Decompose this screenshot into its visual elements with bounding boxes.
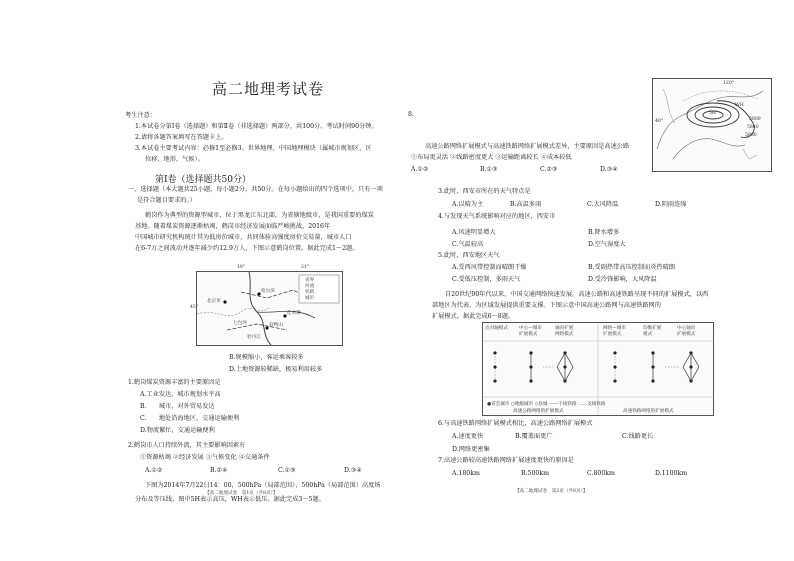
- q8-label: 8.: [408, 111, 414, 118]
- notice-line-1: 1.本试卷分第Ⅰ卷（选择题）和第Ⅱ卷（非选择题）两部分，共100分。考试时间90分钟。: [135, 123, 378, 130]
- q7-option-d: D.1100km: [655, 470, 688, 477]
- map1-place-1: 北京市: [207, 299, 221, 304]
- map-heilongjiang-svg: [197, 272, 342, 345]
- part1-intro-1: 一、选择题（本大题共25小题，每小题2分，共50分。在每小题给出的四个选项中，只有一项: [128, 186, 383, 193]
- map2-label-wh: WH: [735, 103, 744, 108]
- q8-option-c: C.②③: [540, 166, 558, 173]
- diagram-label-highway: 高速公路网络的扩展模式: [513, 409, 564, 414]
- q6-stem: 6.与高速铁路网络扩展模式相比，高速公路网络扩展模式: [438, 420, 593, 427]
- passage1-line-2: 基地。随着煤炭资源逐渐枯竭，鹤岗市经济发展面临严峻挑战，2016年: [135, 223, 331, 230]
- q4-option-d: D.空气湿度大: [588, 241, 626, 248]
- map1-place-6: 牡丹江: [247, 335, 261, 340]
- notice-line-2: 2.请将各题答案填写在答题卡上。: [135, 134, 228, 141]
- q3-option-d: D.阴雨连绵: [655, 201, 687, 208]
- q8-sub: ①布局更灵活 ②线路密度更大 ③运输距离较长 ④成本较低: [411, 154, 572, 161]
- q2-sub: ①资源枯竭 ②经济发展 ③气候变化 ④交通条件: [140, 454, 270, 461]
- q4-stem: 4.与发现天气系统影响对应的地区，西安市: [438, 213, 556, 220]
- q8-option-d: D.③④: [600, 166, 618, 173]
- q8-text: 高速公路网络扩展模式与高速铁路网络扩展模式差异，主要原因是高速公路: [425, 143, 630, 150]
- diagram-header-2: 中心—城市 扩展模式: [519, 326, 542, 337]
- q4-option-b: B.降水增多: [588, 229, 620, 236]
- diagram-label-railway: 高速铁路网络的扩展模式: [623, 409, 674, 414]
- passage2-line-2: 分布及等压线，图中5H表示高压，WH表示低压。据此完成3～5题。: [135, 496, 325, 503]
- q1-option-b: B. 城市，对外贸易发达: [140, 403, 215, 410]
- diagram-header-1: 点对轴模式: [485, 326, 508, 331]
- map1-legend-1: 省界: [305, 278, 315, 283]
- passage3-line-3: 扩展模式。据此完成6～8题。: [432, 313, 515, 320]
- q5-option-d: D.受冷锋影响，大风降温: [588, 276, 657, 283]
- diagram-legend: ●省会城市 ○地级城市 ◇县城 ——干线铁路 ……支线铁路: [487, 402, 606, 407]
- q-right-opt-d: D.土地资源较稀缺，极易利用较多: [229, 366, 323, 373]
- notice-line-3: 3.本试卷主要考试内容：必修1至必修3、世界地理、中国地理模块（属城市规划区、区: [135, 145, 372, 152]
- q2-option-b: B.②④: [210, 467, 228, 474]
- diagram-header-4: 网络—城市 扩展模式: [603, 326, 626, 337]
- q6-option-c: C.线路更长: [622, 433, 654, 440]
- map1-place-2: 哈尔滨: [261, 289, 275, 294]
- passage3-line-1: 自20世纪90年代以来，中国交通网络快速发展。高速公路和高速铁路呈现不同的扩展模式，以西: [445, 291, 709, 298]
- q8-option-a: A.①②: [411, 166, 429, 173]
- diagram-header-5: 均衡扩展 模式: [643, 326, 662, 337]
- network-expansion-diagram: [482, 322, 714, 416]
- q3-option-b: B.高温多雨: [510, 201, 542, 208]
- map1-place-5: 七台河: [233, 321, 247, 326]
- q7-option-c: C.800km: [587, 470, 615, 477]
- q3-option-c: C.大风降温: [587, 201, 619, 208]
- map1-lat: 45°: [190, 305, 199, 310]
- q7-stem: 7.高速公路较高速铁路网络扩展速度更快的原因是: [438, 457, 574, 464]
- map-east-asia: [652, 78, 772, 172]
- page-title: 高二地理考试卷: [212, 80, 325, 98]
- q2-option-c: C.①③: [278, 467, 296, 474]
- map2-label-5840: 5840: [747, 125, 759, 130]
- q4-option-c: C.气温较高: [452, 241, 484, 248]
- notice-line-4: 位移、地形、气候）。: [145, 156, 204, 163]
- q6-option-a: A.速度更快: [452, 433, 484, 440]
- map2-label-lat: 40°: [655, 119, 664, 124]
- q6-option-d: D.网络更密集: [452, 446, 490, 453]
- q5-stem: 5.此时，西安地区天气: [438, 252, 500, 259]
- passage1-line-1: 鹤岗作为典型的资源型城市，位于黑龙江东北部，为省辖地级市，是我国重要的煤炭: [145, 212, 374, 219]
- footer-right: 【高二地理试卷 第2页（共8页）】: [515, 489, 588, 494]
- q6-option-b: B.覆盖面更广: [515, 433, 553, 440]
- diagram-header-3: 轴向扩展 网络模式: [555, 326, 574, 337]
- q5-option-c: C.受低压控制，多雨天气: [452, 276, 521, 283]
- map1-lon-right: 21°: [301, 265, 310, 270]
- q4-option-a: A.风速明显增大: [452, 229, 496, 236]
- map2-label-lon: 120°: [723, 81, 735, 86]
- map-heilongjiang: [196, 271, 343, 346]
- q-right-opt-b: B.规模缩小，客运乘客较多: [229, 354, 304, 361]
- q5-option-b: B.受副热带高压控制而炎热晴朗: [588, 264, 675, 271]
- map2-label-5880: 5880: [745, 133, 757, 138]
- map1-legend-4: 城市: [305, 296, 315, 301]
- map1-lon-left: 19°: [237, 265, 246, 270]
- q3-option-a: A.以晴为主: [452, 201, 484, 208]
- q2-stem: 2.鹤岗市人口持续外流，其主要影响因素有: [128, 442, 246, 449]
- q1-option-a: A.工业发达，城市规划水平高: [140, 391, 221, 398]
- map1-place-4: 双鸭山: [269, 323, 283, 328]
- q8-option-b: B.①③: [480, 166, 498, 173]
- diagram-header-6: 中心轴向 扩展模式: [677, 326, 696, 337]
- q1-stem: 1.鹤岗煤炭资源丰富的主要原因是: [128, 379, 221, 386]
- passage3-line-2: 部地区为代表，为区域发展提供重要支撑。下图示意中国高速公路网与高速铁路网的: [432, 302, 661, 309]
- q7-option-b: B.500km: [521, 470, 549, 477]
- q2-option-d: D.③④: [344, 467, 362, 474]
- q2-option-a: A.①②: [145, 467, 163, 474]
- part1-intro-2: 是符合题目要求的。）: [137, 197, 196, 204]
- map2-label-5800: 5800: [749, 117, 761, 122]
- q1-option-d: D.物流繁忙，交通运输便利: [140, 427, 215, 434]
- map1-legend-3: 铁路: [305, 290, 315, 295]
- passage2-line-1: 下图为2014年7月22日14：00，500hPa（局部范围），500hPa（局部范围）高度场: [145, 482, 381, 489]
- map1-place-3: 佳木斯: [287, 311, 301, 316]
- footer-left: 【高二地理试卷 第1页（共8页）】: [205, 491, 278, 496]
- passage1-line-3: 中国城市研究机构统计其为低房价城市，共同体验高强度房价交易量，城市人口: [135, 234, 352, 241]
- map1-legend-2: 河流: [305, 284, 315, 289]
- q1-option-c: C. 地处沿海地区，交通运输便利: [140, 415, 240, 422]
- q7-option-a: A.180km: [452, 470, 480, 477]
- q3-stem: 3.此时，西安市所在的天气特点是: [438, 188, 531, 195]
- part1-title: 第Ⅰ卷（选择题共50分）: [155, 175, 252, 185]
- notice-header: 考生注意：: [125, 112, 156, 119]
- map2-label-5h: 5H: [709, 111, 716, 116]
- q5-option-a: A.受西风带控制而晴朗干燥: [452, 264, 527, 271]
- passage1-line-4: 在6-7万之间波动并逐年减少约12.9万人，下图示意鹤岗位置。据此完成1～2题。: [135, 245, 359, 252]
